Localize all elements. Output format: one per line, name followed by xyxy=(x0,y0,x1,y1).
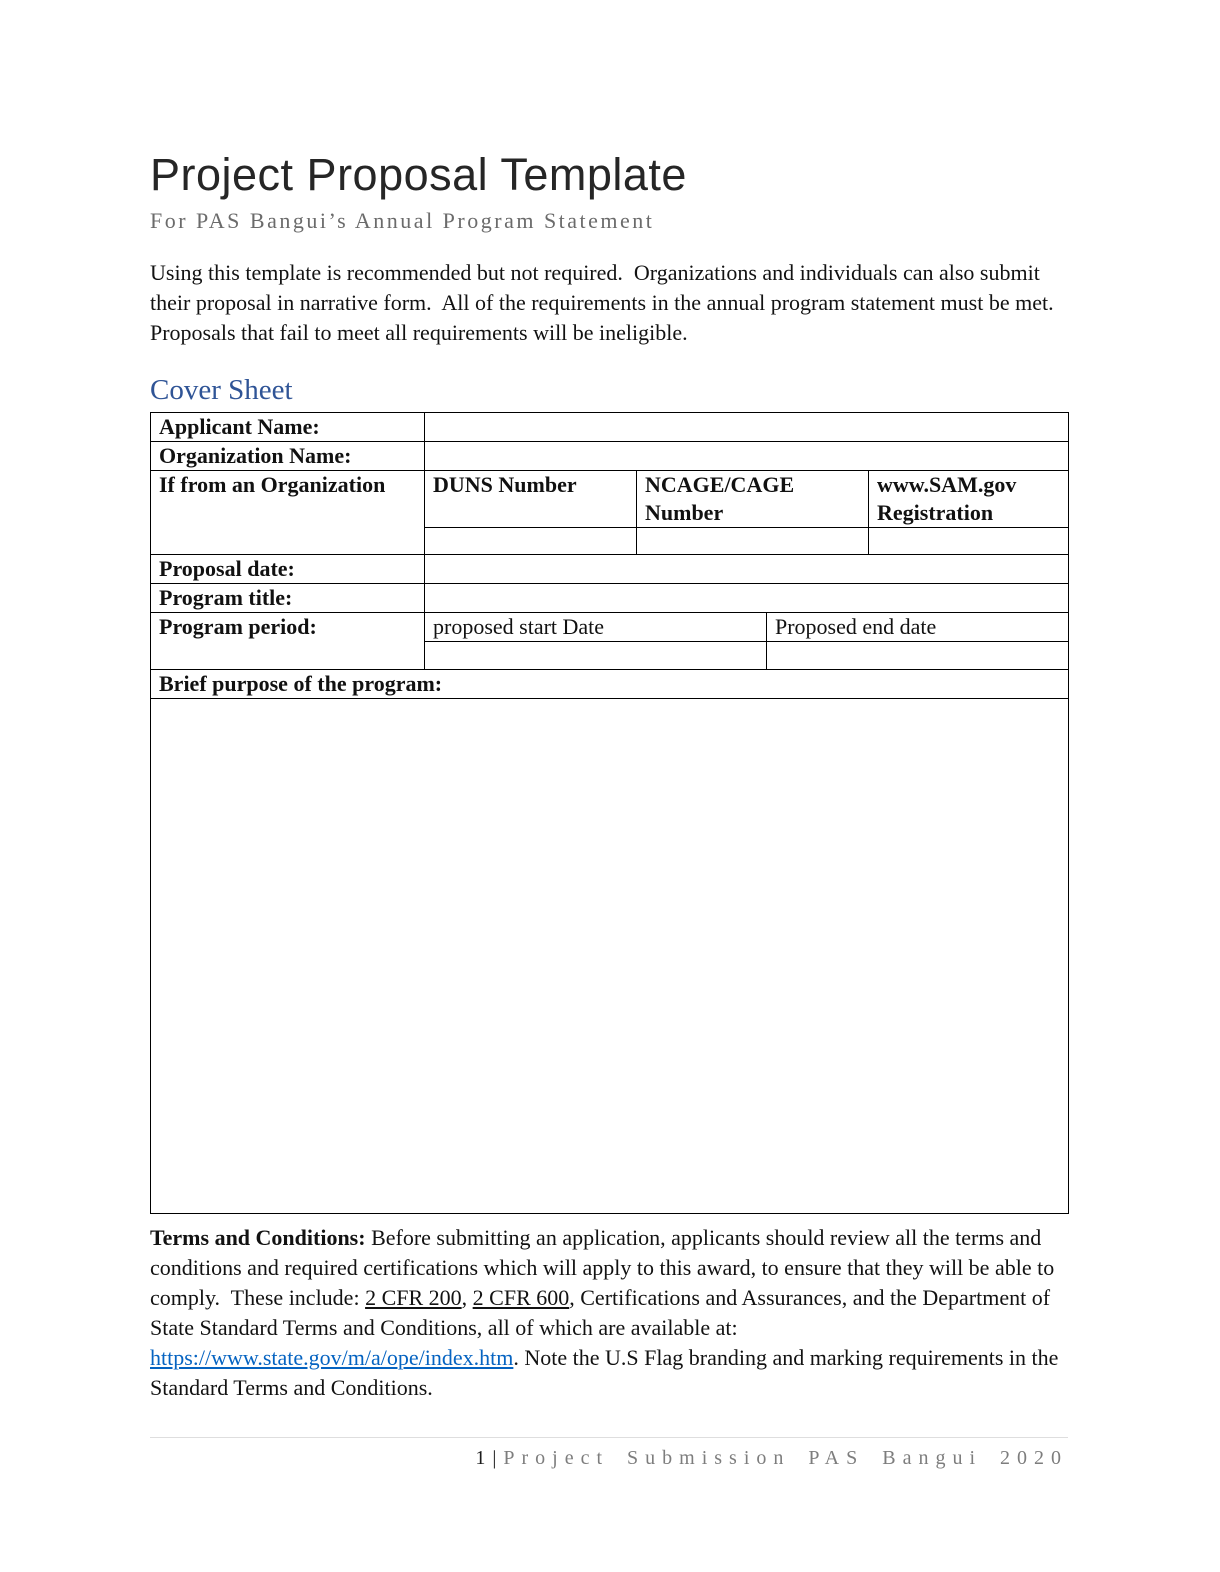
footer-text: Project Submission PAS Bangui 2020 xyxy=(503,1447,1068,1469)
footer-separator: | xyxy=(492,1447,504,1469)
ncage-cage-value-cell[interactable] xyxy=(637,528,869,555)
terms-and-conditions-paragraph xyxy=(150,1223,1068,1403)
table-row-program-title xyxy=(151,584,1069,613)
document-title: Project Proposal Template xyxy=(150,149,687,200)
intro-paragraph: Using this template is recommended but not required. Organizations and individuals can also submit their proposal in narrative form. All of the requirements in the annual program statement must be met. Proposals that fail to meet all requirements will be ineligible. xyxy=(150,260,1065,345)
table-row-organization-name xyxy=(151,442,1069,471)
proposal-date-value-cell[interactable] xyxy=(425,555,1069,584)
state-gov-link[interactable]: https://www.state.gov/m/a/ope/index.htm xyxy=(150,1345,514,1370)
organization-name-value-cell[interactable] xyxy=(425,442,1069,471)
brief-purpose-value-cell[interactable] xyxy=(151,699,1069,1214)
page-footer xyxy=(150,1437,1068,1470)
cover-sheet-heading: Cover Sheet xyxy=(150,374,293,406)
document-subtitle: For PAS Bangui’s Annual Program Statement xyxy=(150,208,655,233)
program-title-value-cell[interactable] xyxy=(425,584,1069,613)
if-from-organization-label: If from an Organization xyxy=(151,471,425,555)
sam-registration-value-cell[interactable] xyxy=(869,528,1069,555)
ncage-cage-label: NCAGE/CAGE Number xyxy=(637,471,869,528)
applicant-name-value-cell[interactable] xyxy=(425,413,1069,442)
proposed-end-date-label: Proposed end date xyxy=(767,613,1069,642)
proposal-date-label: Proposal date: xyxy=(151,555,425,584)
program-title-label: Program title: xyxy=(151,584,425,613)
program-period-label: Program period: xyxy=(151,613,425,670)
terms-after-url-text: . Note the U.S Flag branding and marking requirements in the Standard Terms and Conditions. xyxy=(150,1345,1064,1400)
table-row-proposal-date xyxy=(151,555,1069,584)
terms-label: Terms and Conditions: xyxy=(150,1225,366,1250)
end-date-value-cell[interactable] xyxy=(767,642,1069,670)
table-row-applicant-name xyxy=(151,413,1069,442)
terms-body-text: Before submitting an application, applicants should review all the terms and conditions and required certifications which will apply to this award, to ensure that they will be able to comply. These include: xyxy=(150,1225,1060,1310)
applicant-name-label: Applicant Name: xyxy=(151,413,425,442)
terms-after-links-text: , Certifications and Assurances, and the Department of State Standard Terms and Conditions, all of which are available at: xyxy=(150,1285,1056,1340)
brief-purpose-label: Brief purpose of the program: xyxy=(151,670,1069,699)
table-row-brief-purpose-value xyxy=(151,699,1069,1214)
duns-number-value-cell[interactable] xyxy=(425,528,637,555)
footer-page-number: 1 xyxy=(475,1447,493,1469)
cover-sheet-table xyxy=(150,412,1069,1214)
table-row-program-period-headers xyxy=(151,613,1069,642)
organization-name-label: Organization Name: xyxy=(151,442,425,471)
table-row-organization-headers xyxy=(151,471,1069,528)
page-content xyxy=(150,0,1068,1403)
proposed-start-date-label: proposed start Date xyxy=(425,613,767,642)
link-2-cfr-200[interactable]: 2 CFR 200 xyxy=(365,1285,462,1310)
duns-number-label: DUNS Number xyxy=(425,471,637,528)
table-row-brief-purpose-label xyxy=(151,670,1069,699)
sam-registration-label: www.SAM.gov Registration xyxy=(869,471,1069,528)
start-date-value-cell[interactable] xyxy=(425,642,767,670)
link-2-cfr-600[interactable]: 2 CFR 600 xyxy=(472,1285,570,1310)
terms-separator-text: , xyxy=(461,1285,473,1310)
